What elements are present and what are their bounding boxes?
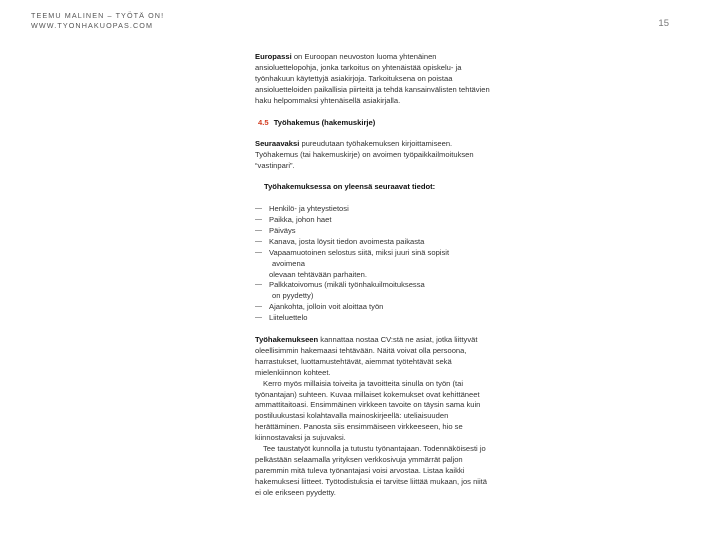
list-item: — Kanava, josta löysit tiedon avoimesta paikasta bbox=[255, 237, 495, 248]
body-paragraph-3: Tee taustatyöt kunnolla ja tutustu työnantajaan. Todennäköisesti jo pelkästään selaamalla yrityksen verkkosivuja ymmärrät paljon paremmin mitä tuleva työnantajasi voisi arvostaa. Listaa kaikki hakemuksesi liitteet. Työtodistuksia ei tarvitse liittää mukaan, jos niitä ei ole erikseen pyydetty. bbox=[255, 444, 487, 497]
section-heading bbox=[258, 118, 495, 129]
seuraavaksi-text: pureudutaan työhakemuksen kirjoittamiseen. Työhakemus (tai hakemuskirje) on avoimen työpaikkailmoituksen “vastinpari”. bbox=[255, 139, 474, 171]
list-item: — Paikka, johon haet bbox=[255, 215, 495, 226]
list-item: — Palkkatoivomus (mikäli työnhakuilmoituksessa on pyydetty) bbox=[255, 280, 495, 302]
body-paragraph-1 bbox=[255, 335, 495, 379]
section-number: 4.5 bbox=[258, 117, 269, 127]
main-content bbox=[255, 52, 495, 499]
header-website: WWW.TYONHAKUOPAS.COM bbox=[31, 21, 154, 30]
seuraavaksi-paragraph bbox=[255, 139, 495, 172]
page-header bbox=[31, 11, 164, 31]
list-heading: Työhakemuksessa on yleensä seuraavat tiedot: bbox=[264, 182, 436, 192]
header-author-title: TEEMU MALINEN – TYÖTÄ ON! bbox=[31, 11, 165, 20]
intro-paragraph bbox=[255, 52, 495, 107]
list-item: — Liiteluettelo bbox=[255, 313, 495, 324]
section-title: Työhakemus (hakemuskirje) bbox=[273, 117, 376, 127]
list-item: — Vapaamuotoinen selostus siitä, miksi juuri sinä sopisit avoimena olevaan tehtävään parhaiten. bbox=[255, 248, 495, 281]
list-item: — Henkilö- ja yhteystietosi bbox=[255, 204, 495, 215]
list-item: — Päiväys bbox=[255, 226, 495, 237]
info-list bbox=[255, 204, 495, 324]
list-item: — Ajankohta, jolloin voit aloittaa työn bbox=[255, 302, 495, 313]
page-number: 15 bbox=[658, 18, 669, 29]
body-bold-term: Työhakemukseen bbox=[255, 335, 319, 345]
intro-bold-term: Europassi bbox=[255, 52, 292, 61]
seuraavaksi-bold-term: Seuraavaksi bbox=[255, 139, 300, 149]
intro-text: on Euroopan neuvoston luoma yhtenäinen ansioluettelopohja, jonka tarkoitus on yhtenäistää opiskelu- ja työnhakuun käytettyjä asiakirjoja. Tarkoituksena on poistaa ansioluetteloiden paikallisia piirteitä ja tehdä kansainvälisten tehtävien haku helpommaksi yhtenäisellä asiakirjalla. bbox=[255, 52, 490, 105]
body-paragraph-2: Kerro myös millaisia toiveita ja tavoitteita sinulla on työn (tai työnantajan) suhteen. Kuvaa millaiset kokemukset ovat kehittäneet ammattitaitoasi. Ensimmäinen virkkeen tavoite on täysin sama kuin postiluukustasi kolahtavalla mainoskirjeellä: uteliaisuuden herättäminen. Panosta siis ensimmäiseen virkkeeseen, hio se kiinnostavaksi ja sujuvaksi. bbox=[255, 378, 481, 443]
body-text-1: kannattaa nostaa CV:stä ne asiat, jotka liittyvät oleellisimmin hakemaasi tehtävään. Näitä voivat olla persoona, harrastukset, luottamustehtävät, aiemmat työtehtävät sekä mielenkiinnon kohteet. bbox=[255, 335, 478, 377]
